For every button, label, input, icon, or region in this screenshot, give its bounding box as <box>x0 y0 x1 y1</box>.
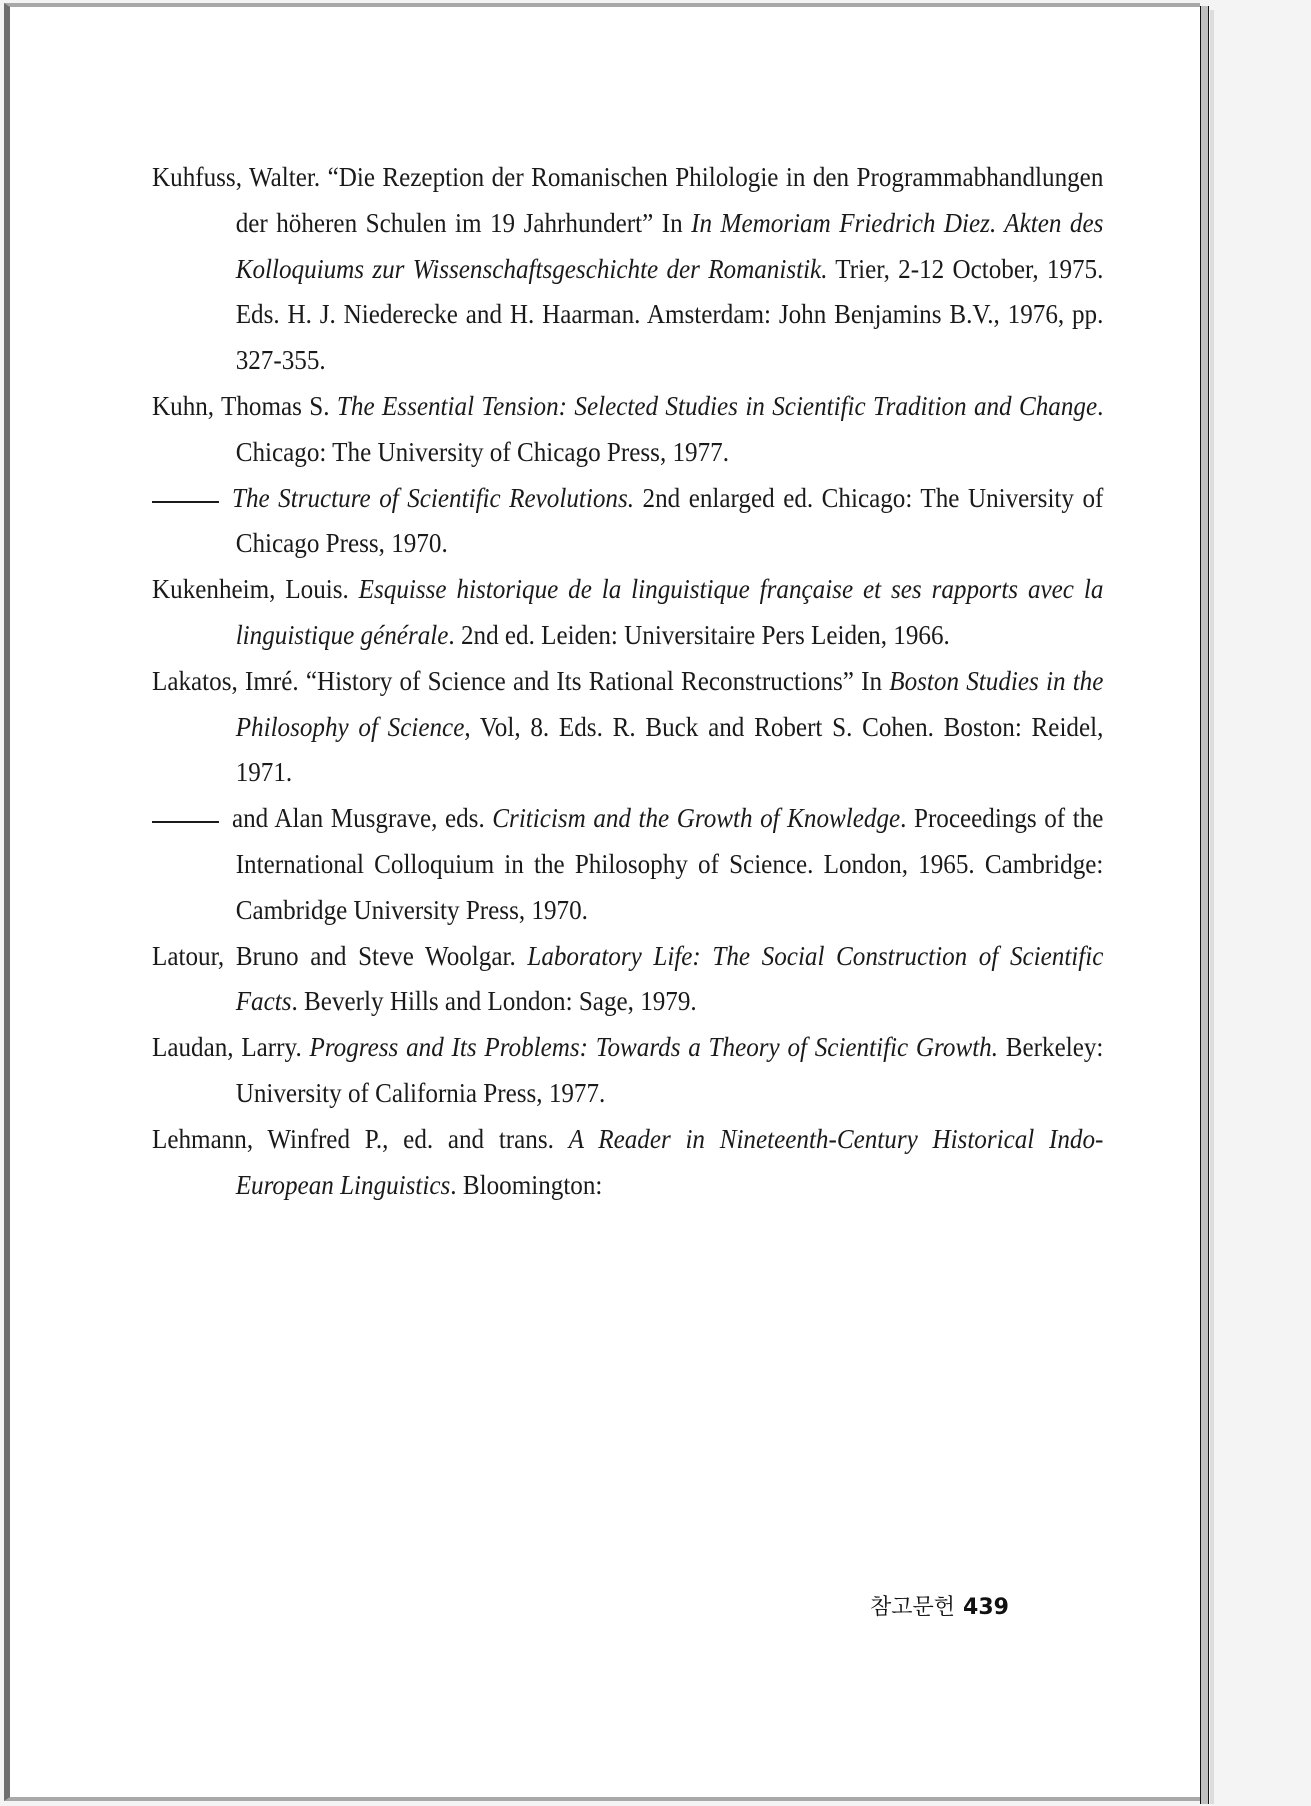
page-edge <box>1200 6 1209 1804</box>
bib-entry-kuhn-2: The Structure of Scientific Revolutions. 2nd enlarged ed. Chicago: The University of Chicago Press, 1970. <box>152 476 1103 568</box>
bib-entry-lehmann: Lehmann, Winfred P., ed. and trans. A Reader in Nineteenth-Century Historical Indo-European Linguistics. Bloomington: <box>152 1123 1104 1200</box>
repeat-author-dash <box>152 821 219 823</box>
page-number: 439 <box>963 1595 1009 1620</box>
bibliography <box>152 155 1104 1208</box>
repeat-author-dash <box>152 501 219 503</box>
bib-entry-lakatos-2: and Alan Musgrave, eds. Criticism and the Growth of Knowledge. Proceedings of the International Colloquium in the Philosophy of Science. London, 1965. Cambridge: Cambridge University Press, 1970. <box>152 796 1103 933</box>
bib-entry-kuhfuss: Kuhfuss, Walter. “Die Rezeption der Romanischen Philologie in den Programmabhandlungen der höheren Schulen im 19 Jahrhundert” In In Memoriam Friedrich Diez. Akten des Kolloquiums zur Wissenschaftsgeschichte der Romanistik. Trier, 2-12 October, 1975. Eds. H. J. Niederecke and H. Haarman. Amsterdam: John Benjamins B.V., 1976, pp. 327-355. <box>152 162 1104 376</box>
bib-entry-kuhn-1: Kuhn, Thomas S. The Essential Tension: Selected Studies in Scientific Tradition and Change. Chicago: The University of Chicago Press, 1977. <box>152 390 1104 467</box>
bib-entry-lakatos-1: Lakatos, Imré. “History of Science and Its Rational Reconstructions” In Boston Studies in the Philosophy of Science, Vol, 8. Eds. R. Buck and Robert S. Cohen. Boston: Reidel, 1971. <box>152 665 1104 788</box>
bib-entry-kukenheim: Kukenheim, Louis. Esquisse historique de la linguistique française et ses rapports avec la linguistique générale. 2nd ed. Leiden: Universitaire Pers Leiden, 1966. <box>152 574 1104 650</box>
bib-entry-latour: Latour, Bruno and Steve Woolgar. Laboratory Life: The Social Construction of Scientific Facts. Beverly Hills and London: Sage, 1979. <box>152 940 1104 1017</box>
page-shadow <box>1210 10 1214 1804</box>
page-footer <box>870 1590 1009 1621</box>
section-label: 참고문헌 <box>870 1595 956 1620</box>
bib-entry-laudan: Laudan, Larry. Progress and Its Problems: Towards a Theory of Scientific Growth. Berkeley: University of California Press, 1977. <box>152 1032 1104 1108</box>
